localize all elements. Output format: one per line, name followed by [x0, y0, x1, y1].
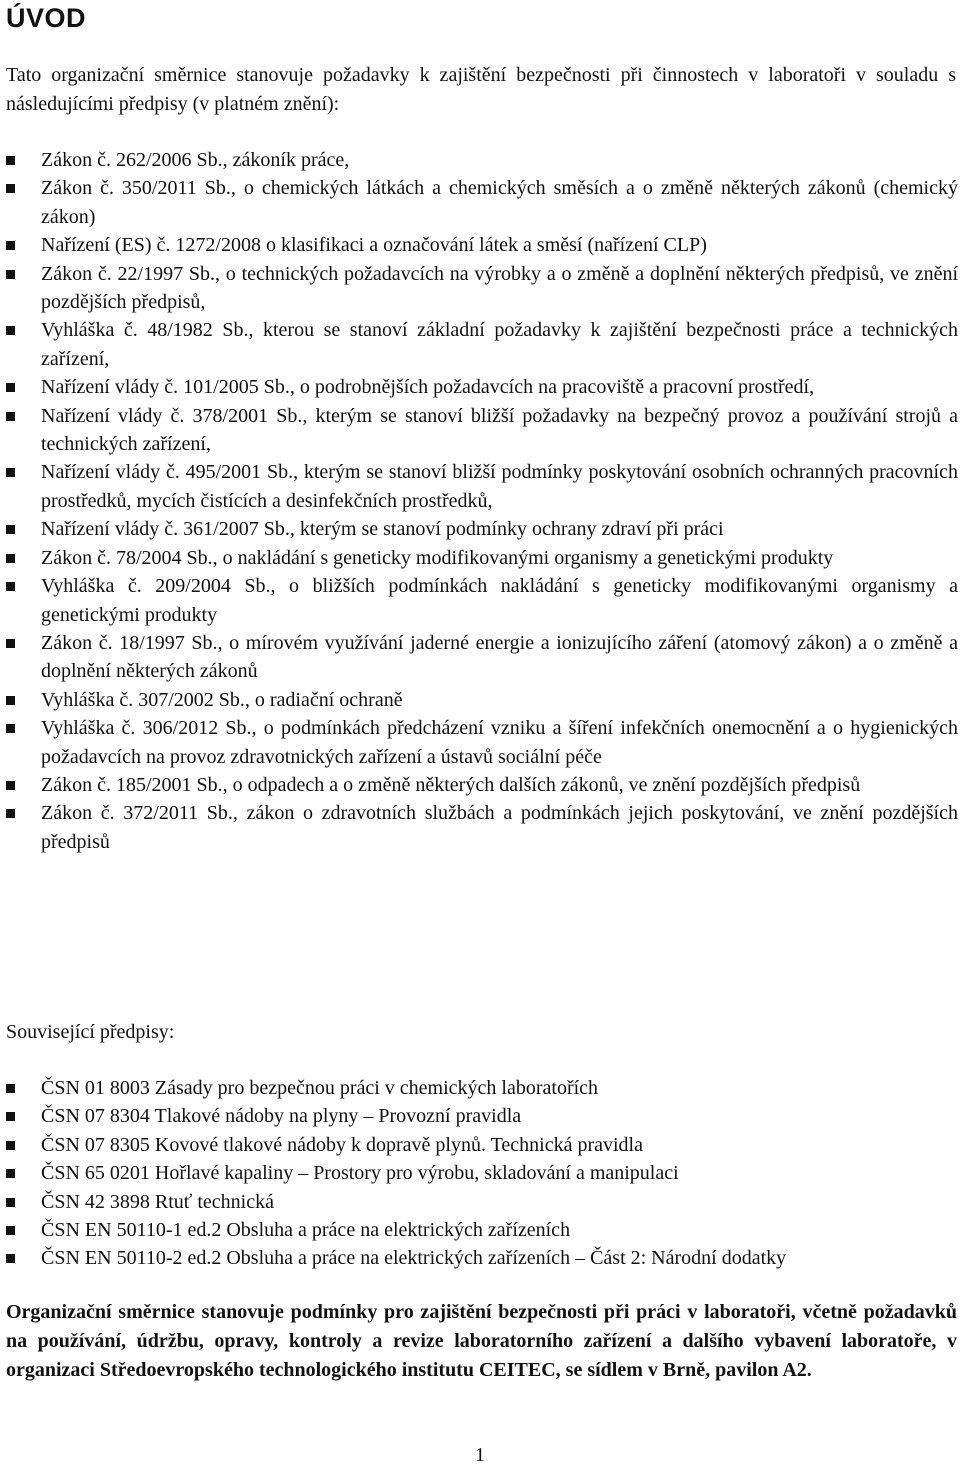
list-item	[0, 402, 958, 459]
list-item-text: Nařízení vlády č. 101/2005 Sb., o podrobnějších požadavcích na pracoviště a pracovní prostředí,	[41, 376, 815, 399]
list-item-text: Vyhláška č. 48/1982 Sb., kterou se stanoví základní požadavky k zajištění bezpečnosti práce a technických zařízení,	[41, 319, 958, 370]
square-bullet-icon	[6, 1112, 15, 1121]
square-bullet-icon	[6, 781, 15, 790]
list-item	[0, 515, 958, 543]
square-bullet-icon	[6, 383, 15, 392]
list-item	[0, 629, 958, 686]
related-regulations-list	[0, 1074, 958, 1273]
list-item	[0, 1244, 958, 1272]
list-item	[0, 771, 958, 799]
square-bullet-icon	[6, 468, 15, 477]
list-item	[0, 1102, 958, 1130]
page-title: ÚVOD	[6, 3, 87, 33]
list-item	[0, 146, 958, 174]
square-bullet-icon	[6, 724, 15, 733]
list-item	[0, 1159, 958, 1187]
list-item-text: Nařízení vlády č. 361/2007 Sb., kterým se stanoví podmínky ochrany zdraví při práci	[41, 518, 724, 541]
list-item	[0, 458, 958, 515]
list-item	[0, 686, 958, 714]
list-item	[0, 714, 958, 771]
list-item-text: Zákon č. 185/2001 Sb., o odpadech a o změně některých dalších zákonů, ve znění pozdějších předpisů	[41, 773, 861, 796]
list-item	[0, 1216, 958, 1244]
list-item-text: Nařízení vlády č. 495/2001 Sb., kterým se stanoví bližší podmínky poskytování osobních ochranných pracovních prostředků, mycích čistících a desinfekčních prostředků,	[41, 461, 958, 512]
square-bullet-icon	[6, 554, 15, 563]
list-item-text: Zákon č. 372/2011 Sb., zákon o zdravotních službách a podmínkách jejich poskytování, ve znění pozdějších předpisů	[41, 802, 958, 853]
square-bullet-icon	[6, 241, 15, 250]
list-item	[0, 572, 958, 629]
list-item-text: Zákon č. 350/2011 Sb., o chemických látkách a chemických směsích a o změně některých zákonů (chemický zákon)	[41, 177, 958, 228]
list-item	[0, 316, 958, 373]
square-bullet-icon	[6, 326, 15, 335]
square-bullet-icon	[6, 1226, 15, 1235]
square-bullet-icon	[6, 639, 15, 648]
list-item-text: Zákon č. 78/2004 Sb., o nakládání s geneticky modifikovanými organismy a genetickými produkty	[41, 546, 834, 569]
square-bullet-icon	[6, 156, 15, 165]
list-item-text: Vyhláška č. 306/2012 Sb., o podmínkách předcházení vzniku a šíření infekčních onemocnění a o hygienických požadavcích na provoz zdravotnických zařízení a ústavů sociální péče	[41, 717, 958, 768]
list-item	[0, 373, 958, 401]
square-bullet-icon	[6, 1198, 15, 1207]
square-bullet-icon	[6, 696, 15, 705]
page-number: 1	[475, 1444, 485, 1466]
square-bullet-icon	[6, 525, 15, 534]
list-item-text: ČSN 01 8003 Zásady pro bezpečnou práci v chemických laboratořích	[41, 1077, 599, 1099]
regulations-list	[0, 146, 958, 856]
list-item-text: Vyhláška č. 209/2004 Sb., o bližších podmínkách nakládání s geneticky modifikovanými organismy a genetickými produkty	[41, 575, 958, 626]
square-bullet-icon	[6, 1084, 15, 1093]
related-regulations-heading: Související předpisy:	[6, 1021, 175, 1043]
list-item	[0, 1188, 958, 1216]
list-item-text: ČSN EN 50110-1 ed.2 Obsluha a práce na elektrických zařízeních	[41, 1219, 571, 1242]
list-item	[0, 174, 958, 231]
square-bullet-icon	[6, 184, 15, 193]
square-bullet-icon	[6, 1169, 15, 1178]
list-item	[0, 1131, 958, 1159]
list-item-text: ČSN EN 50110-2 ed.2 Obsluha a práce na elektrických zařízeních – Část 2: Národní dodatky	[41, 1247, 787, 1270]
square-bullet-icon	[6, 582, 15, 591]
list-item-text: ČSN 42 3898 Rtuť technická	[41, 1190, 274, 1213]
list-item	[0, 1074, 958, 1102]
square-bullet-icon	[6, 809, 15, 818]
list-item	[0, 799, 958, 856]
list-item-text: Nařízení (ES) č. 1272/2008 o klasifikaci a označování látek a směsí (nařízení CLP)	[41, 234, 707, 257]
list-item	[0, 544, 958, 572]
closing-paragraph: Organizační směrnice stanovuje podmínky pro zajištění bezpečnosti při práci v laboratoři, včetně požadavků na používání, údržbu, opravy, kontroly a revize laboratorního zařízení a dalšího vybavení laboratoře, v organizaci Středoevropského technologického institutu CEITEC, se sídlem v Brně, pavilon A2.	[6, 1301, 957, 1381]
list-item-text: Vyhláška č. 307/2002 Sb., o radiační ochraně	[41, 688, 403, 711]
list-item-text: Zákon č. 18/1997 Sb., o mírovém využívání jaderné energie a ionizujícího záření (atomový zákon) a o změně a doplnění některých zákonů	[41, 631, 958, 683]
list-item-text: ČSN 07 8305 Kovové tlakové nádoby k dopravě plynů. Technická pravidla	[41, 1133, 643, 1156]
square-bullet-icon	[6, 1254, 15, 1263]
list-item-text: ČSN 65 0201 Hořlavé kapaliny – Prostory pro výrobu, skladování a manipulaci	[41, 1162, 679, 1185]
square-bullet-icon	[6, 1141, 15, 1150]
square-bullet-icon	[6, 270, 15, 279]
list-item-text: ČSN 07 8304 Tlakové nádoby na plyny – Provozní pravidla	[41, 1105, 522, 1128]
list-item-text: Zákon č. 262/2006 Sb., zákoník práce,	[41, 149, 350, 171]
square-bullet-icon	[6, 412, 15, 421]
list-item	[0, 231, 958, 259]
list-item	[0, 260, 958, 317]
list-item-text: Nařízení vlády č. 378/2001 Sb., kterým se stanoví bližší požadavky na bezpečný provoz a používání strojů a technických zařízení,	[41, 404, 958, 456]
intro-paragraph: Tato organizační směrnice stanovuje požadavky k zajištění bezpečnosti při činnostech v laboratoři v souladu s následujícími předpisy (v platném znění):	[6, 64, 956, 115]
list-item-text: Zákon č. 22/1997 Sb., o technických požadavcích na výrobky a o změně a doplnění některých předpisů, ve znění pozdějších předpisů,	[41, 262, 958, 314]
